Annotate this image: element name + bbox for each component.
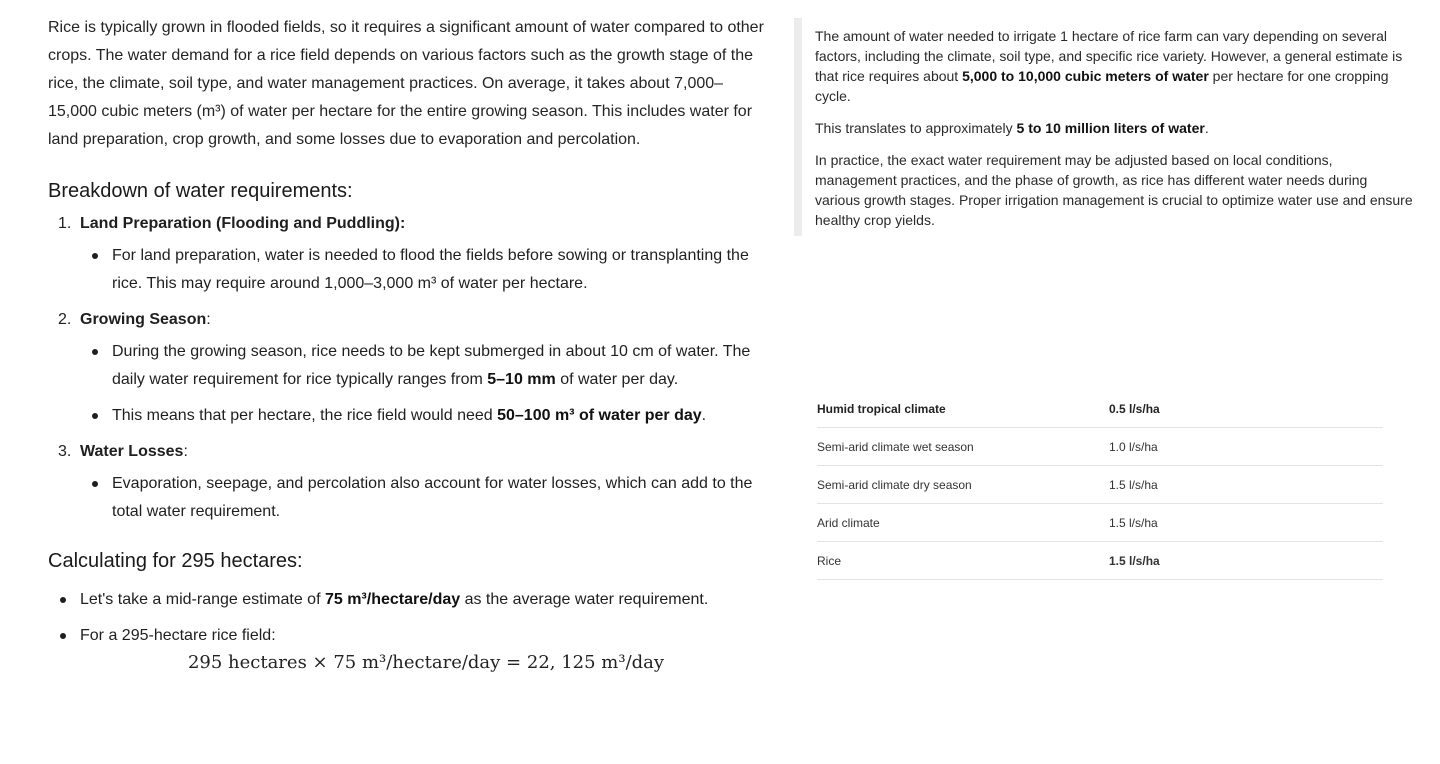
step-title: Land Preparation (Flooding and Puddling): (80, 215, 406, 232)
step-title: Water Losses (80, 443, 184, 460)
bullet-item (90, 242, 768, 298)
bullet-item (58, 622, 768, 650)
calculation-heading: Calculating for 295 hectares: (48, 550, 303, 572)
climate-cell: Arid climate (817, 504, 1109, 542)
step-header (58, 210, 768, 238)
climate-cell: Humid tropical climate (817, 390, 1109, 428)
step-bullets (48, 242, 768, 298)
answer-text-end: per hectare for one cropping cycle. (815, 68, 1389, 104)
step-title-colon: : (183, 443, 188, 460)
bullet-item (90, 402, 768, 430)
step-title: Growing Season (80, 311, 207, 328)
answer-text-end: . (1204, 120, 1209, 136)
table-row (817, 504, 1383, 542)
step-title-colon: : (206, 311, 211, 328)
bullet-text-end: of water per day. (555, 371, 679, 388)
rate-cell: 0.5 l/s/ha (1109, 390, 1383, 428)
bullet-bold: 75 m³/hectare/day (324, 591, 461, 608)
climate-cell: Semi-arid climate wet season (817, 428, 1109, 466)
step-header (58, 306, 768, 334)
step-number: 3. (58, 443, 72, 460)
bullet-text-end: . (701, 407, 707, 424)
answer-paragraph-1 (815, 26, 1414, 106)
rate-cell: 1.5 l/s/ha (1109, 466, 1383, 504)
bullet-bold: 5–10 mm (487, 371, 556, 388)
step-bullets (48, 470, 768, 526)
table-row (817, 428, 1383, 466)
table-row (817, 542, 1383, 580)
bullet-text: For a 295-hectare rice field: (80, 627, 276, 644)
chat-response-left (48, 14, 768, 673)
table-row (817, 466, 1383, 504)
climate-cell: Semi-arid climate dry season (817, 466, 1109, 504)
rate-cell: 1.0 l/s/ha (1109, 428, 1383, 466)
step-number: 1. (58, 215, 72, 232)
rate-cell: 1.5 l/s/ha (1109, 504, 1383, 542)
answer-bold: 5,000 to 10,000 cubic meters of water (962, 68, 1209, 84)
step-header (58, 438, 768, 466)
calculation-bullets (48, 586, 768, 650)
bullet-text-end: as the average water requirement. (460, 591, 709, 608)
step-number: 2. (58, 311, 72, 328)
irrigation-rate-table (817, 390, 1383, 580)
bullet-text: Evaporation, seepage, and percolation also account for water losses, which can add to the total water requirement. (112, 475, 753, 520)
bullet-bold: 50–100 m³ of water per day (497, 407, 702, 424)
step-bullets (48, 338, 768, 430)
intro-paragraph: Rice is typically grown in flooded fields, so it requires a significant amount of water compared to other crops. The water demand for a rice field depends on various factors such as the growth stage of the rice, the climate, soil type, and water management practices. On average, it takes about 7,000–15,000 cubic meters (m³) of water per hectare for the entire growing season. This includes water for land preparation, crop growth, and some losses due to evaporation and percolation. (48, 19, 764, 148)
bullet-text: During the growing season, rice needs to be kept submerged in about 10 cm of water. The daily water requirement for rice typically ranges from (112, 343, 751, 388)
bullet-text: Let's take a mid-range estimate of (80, 591, 325, 608)
answer-paragraph-2 (815, 118, 1414, 138)
bullet-item (58, 586, 768, 614)
calculation-formula: 295 hectares × 75 m³/hectare/day = 22, 125 m³/day (187, 652, 665, 673)
answer-paragraph-3: In practice, the exact water requirement may be adjusted based on local conditions, management practices, and the phase of growth, as rice has different water needs during various growth stages. Proper irrigation management is crucial to optimize water use and ensure healthy crop yields. (815, 152, 1413, 228)
quoted-answer-block (794, 18, 1414, 236)
step-item (48, 306, 768, 430)
bullet-item (90, 338, 768, 394)
step-item (48, 438, 768, 526)
step-item (48, 210, 768, 298)
table-row (817, 390, 1383, 428)
breakdown-heading: Breakdown of water requirements: (48, 180, 353, 202)
answer-text: This translates to approximately (815, 120, 1017, 136)
bullet-text: This means that per hectare, the rice field would need (112, 407, 498, 424)
bullet-item (90, 470, 768, 526)
climate-cell: Rice (817, 542, 1109, 580)
steps-list (48, 210, 768, 526)
bullet-text: For land preparation, water is needed to flood the fields before sowing or transplanting the rice. This may require around 1,000–3,000 m³ of water per hectare. (112, 247, 749, 292)
answer-bold: 5 to 10 million liters of water (1016, 120, 1205, 136)
answer-text: The amount of water needed to irrigate 1 hectare of rice farm can vary depending on several factors, including the climate, soil type, and specific rice variety. However, a general estimate is that rice requires about (815, 28, 1403, 84)
rate-cell: 1.5 l/s/ha (1109, 542, 1383, 580)
